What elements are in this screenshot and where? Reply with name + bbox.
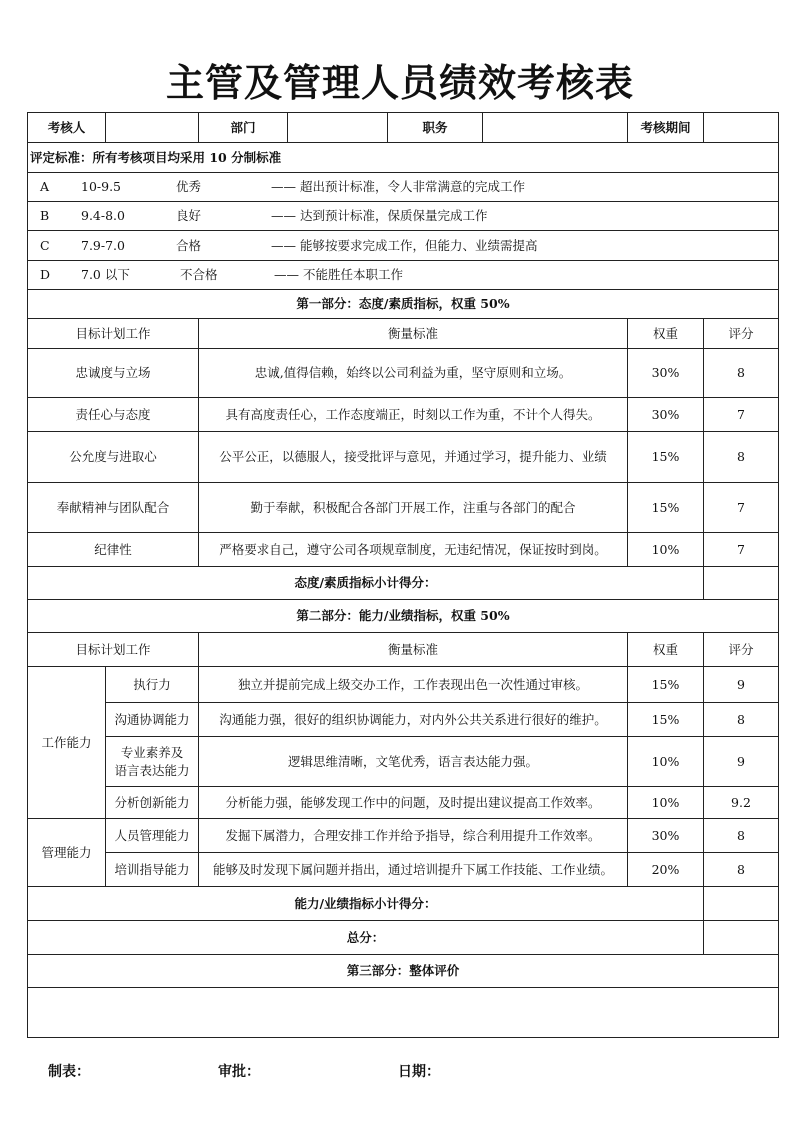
item: 忠诚度与立场 <box>28 349 199 398</box>
col-score: 评分 <box>704 319 779 349</box>
table-row <box>28 737 779 787</box>
item: 纪律性 <box>28 533 199 567</box>
weight: 15% <box>628 432 704 483</box>
grade-label: 良好 <box>176 208 202 223</box>
grade-desc: —— 能够按要求完成工作，但能力、业绩需提高 <box>271 237 538 253</box>
weight: 10% <box>628 533 704 567</box>
item: 奉献精神与团队配合 <box>28 483 199 533</box>
weight: 30% <box>628 819 704 853</box>
item: 责任心与态度 <box>28 398 199 432</box>
grade-label: 合格 <box>176 237 202 253</box>
grade-range: 7.0 以下 <box>81 267 130 282</box>
grade-code: A <box>40 179 50 194</box>
grade-range: 9.4-8.0 <box>81 208 125 223</box>
criteria: 严格要求自己，遵守公司各项规章制度，无违纪情况，保证按时到岗。 <box>199 533 628 567</box>
part1-subtotal-label: 态度/素质指标小计得分： <box>28 567 704 600</box>
weight: 15% <box>628 703 704 737</box>
score[interactable]: 9.2 <box>704 787 779 819</box>
col-item: 目标计划工作 <box>28 633 199 667</box>
total-label: 总分： <box>28 921 704 955</box>
table-row <box>28 787 779 819</box>
criteria: 发掘下属潜力，合理安排工作并给予指导，综合利用提升工作效率。 <box>199 819 628 853</box>
grade-label: 优秀 <box>176 179 202 194</box>
col-weight: 权重 <box>628 633 704 667</box>
grade-row <box>28 202 779 231</box>
grade-desc: —— 超出预计标准，令人非常满意的完成工作 <box>271 179 525 194</box>
grade-range: 10-9.5 <box>81 179 122 194</box>
group-management-ability: 管理能力 <box>28 819 106 887</box>
dept-field[interactable] <box>288 113 388 143</box>
part1-subtotal-field[interactable] <box>704 567 779 600</box>
item: 人员管理能力 <box>106 819 199 853</box>
grade-code: B <box>40 208 50 223</box>
col-weight: 权重 <box>628 319 704 349</box>
grade-row <box>28 261 779 290</box>
table-row <box>28 533 779 567</box>
score[interactable]: 9 <box>704 737 779 787</box>
item <box>106 737 199 787</box>
item: 公允度与进取心 <box>28 432 199 483</box>
score[interactable]: 8 <box>704 853 779 887</box>
table-row <box>28 349 779 398</box>
score[interactable]: 8 <box>704 432 779 483</box>
date-label: 日期： <box>398 1064 440 1080</box>
grade-label: 不合格 <box>180 267 218 282</box>
page-title: 主管及管理人员绩效考核表 <box>165 61 634 105</box>
grade-row <box>28 173 779 202</box>
criteria: 沟通能力强，很好的组织协调能力，对内外公共关系进行很好的维护。 <box>199 703 628 737</box>
appraisal-table <box>27 112 779 1038</box>
part2-title: 第二部分：能力/业绩指标，权重 50% <box>28 600 779 633</box>
reviewer-field[interactable] <box>106 113 199 143</box>
item: 分析创新能力 <box>106 787 199 819</box>
weight: 10% <box>628 737 704 787</box>
maker-label: 制表： <box>48 1064 90 1080</box>
table-row <box>28 398 779 432</box>
grade-desc: —— 不能胜任本职工作 <box>274 267 403 282</box>
grade-row <box>28 231 779 261</box>
table-row <box>28 819 779 853</box>
score[interactable]: 7 <box>704 398 779 432</box>
grade-desc: —— 达到预计标准，保质保量完成工作 <box>271 208 488 223</box>
table-row <box>28 703 779 737</box>
item-line: 语言表达能力 <box>114 762 190 778</box>
grade-range: 7.9-7.0 <box>81 237 125 253</box>
score[interactable]: 9 <box>704 667 779 703</box>
part2-subtotal-label: 能力/业绩指标小计得分： <box>28 887 704 921</box>
table-row <box>28 432 779 483</box>
approver-label: 审批： <box>218 1064 260 1080</box>
standard-title: 评定标准：所有考核项目均采用 10 分制标准 <box>28 143 779 173</box>
col-item: 目标计划工作 <box>28 319 199 349</box>
col-criteria: 衡量标准 <box>199 319 628 349</box>
position-label: 职务 <box>388 113 483 143</box>
dept-label: 部门 <box>199 113 288 143</box>
col-criteria: 衡量标准 <box>199 633 628 667</box>
weight: 15% <box>628 667 704 703</box>
reviewer-label: 考核人 <box>28 113 106 143</box>
group-work-ability: 工作能力 <box>28 667 106 819</box>
criteria: 忠诚,值得信赖，始终以公司利益为重，坚守原则和立场。 <box>199 349 628 398</box>
item: 沟通协调能力 <box>106 703 199 737</box>
score[interactable]: 8 <box>704 819 779 853</box>
score[interactable]: 8 <box>704 349 779 398</box>
position-field[interactable] <box>483 113 628 143</box>
col-score: 评分 <box>704 633 779 667</box>
weight: 20% <box>628 853 704 887</box>
score[interactable]: 8 <box>704 703 779 737</box>
part3-title: 第三部分：整体评价 <box>28 955 779 988</box>
weight: 10% <box>628 787 704 819</box>
criteria: 逻辑思维清晰，文笔优秀，语言表达能力强。 <box>199 737 628 787</box>
weight: 15% <box>628 483 704 533</box>
item: 培训指导能力 <box>106 853 199 887</box>
overall-evaluation-field[interactable] <box>28 988 779 1038</box>
item-line: 专业素养及 <box>120 744 184 760</box>
criteria: 独立并提前完成上级交办工作，工作表现出色一次性通过审核。 <box>199 667 628 703</box>
weight: 30% <box>628 398 704 432</box>
item: 执行力 <box>106 667 199 703</box>
table-row <box>28 667 779 703</box>
criteria: 分析能力强，能够发现工作中的问题，及时提出建议提高工作效率。 <box>199 787 628 819</box>
weight: 30% <box>628 349 704 398</box>
total-field[interactable] <box>704 921 779 955</box>
part1-title: 第一部分：态度/素质指标，权重 50% <box>28 290 779 319</box>
period-label: 考核期间 <box>628 113 704 143</box>
part2-subtotal-field[interactable] <box>704 887 779 921</box>
criteria: 能够及时发现下属问题并指出，通过培训提升下属工作技能、工作业绩。 <box>199 853 628 887</box>
grade-code: C <box>40 237 50 253</box>
table-row <box>28 853 779 887</box>
criteria: 公平公正，以德服人，接受批评与意见，并通过学习，提升能力、业绩 <box>199 432 628 483</box>
table-row <box>28 483 779 533</box>
score[interactable]: 7 <box>704 483 779 533</box>
criteria: 勤于奉献，积极配合各部门开展工作，注重与各部门的配合 <box>199 483 628 533</box>
grade-code: D <box>40 267 51 282</box>
score[interactable]: 7 <box>704 533 779 567</box>
period-field[interactable] <box>704 113 779 143</box>
criteria: 具有高度责任心，工作态度端正，时刻以工作为重，不计个人得失。 <box>199 398 628 432</box>
